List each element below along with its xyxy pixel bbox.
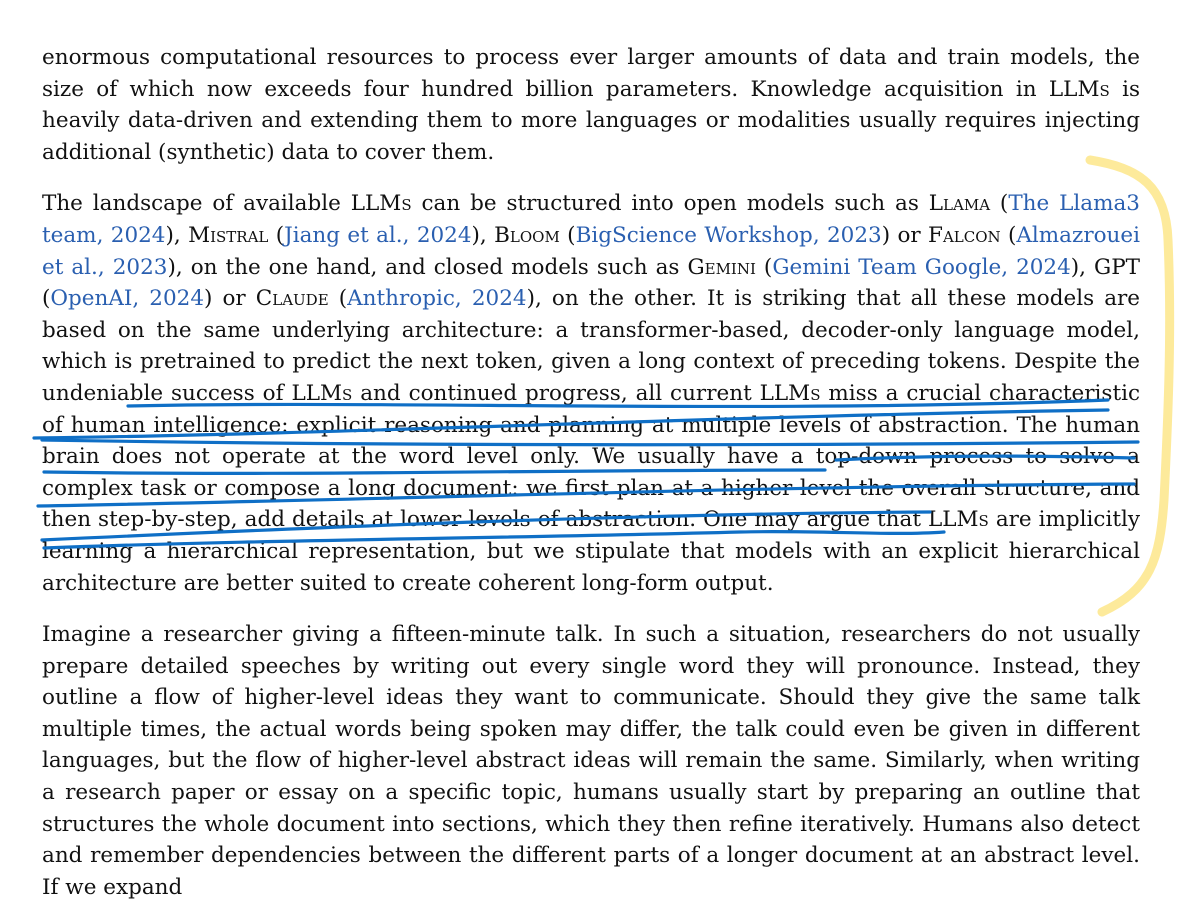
llms-term: LLMs — [759, 380, 821, 406]
paragraph-1 — [42, 42, 1140, 168]
llms-term: LLMs — [291, 380, 353, 406]
citation-gpt[interactable]: OpenAI, 2024 — [50, 286, 205, 312]
paragraph-2-text-c: on the one hand, and closed models such as — [190, 254, 688, 280]
paragraph-1-text-b: is heavily data-driven and extending them to more languages or modalities usually requires injecting additional (synthetic) data to cover them. — [42, 76, 1140, 165]
model-name-gpt: GPT — [1094, 254, 1141, 280]
citation-bloom[interactable]: BigScience Workshop, 2023 — [575, 222, 882, 248]
citation-gemini[interactable]: Gemini Team Google, 2024 — [772, 254, 1071, 280]
model-name-bloom: Bloom — [494, 222, 560, 248]
citation-falcon[interactable]: Almazrouei et al., 2023 — [42, 222, 1140, 280]
model-name-claude: Claude — [255, 286, 329, 312]
llms-term: LLMs — [350, 191, 412, 217]
paragraph-2-text-d: on the other. It is striking that all these models are based on the same underlying architecture: a transformer-based, decoder-only language model, which is pretrained to predict the next token, given a long context of preceding tokens. Despite the undeniable success of — [42, 286, 1141, 406]
paragraph-3: Imagine a researcher giving a fifteen-minute talk. In such a situation, researchers do not usually prepare detailed speeches by writing out every single word they will pronounce. Instead, they outline a flow of higher-level ideas they want to communicate. Should they give the same talk multiple times, the actual words being spoken may differ, the talk could even be given in different languages, but the flow of higher-level abstract ideas will remain the same. Similarly, when writing a research paper or essay on a specific topic, humans usually start by preparing an outline that structures the whole document into sections, which they then refine iteratively. Humans also detect and remember dependencies between the different parts of a longer document at an abstract level. If we expand — [42, 622, 1140, 900]
paragraph-2: The landscape of available LLMs can be structured into open models such as Llama (The Llama3 team, 2024), Mistral (Jiang et al., 2024), Bloom (BigScience Workshop, 2023) or Falcon (Almazrouei et al., 2023), on the one hand, and closed models such as Gemini (Gemini Team Google, 2024), GPT (OpenAI, 2024) or Claude (Anthropic, 2024), on the other. It is striking that all these models are based on the same underlying architecture: a transformer-based, decoder-only language model, which is pretrained to predict the next token, given a long context of preceding tokens. Despite the undeniable success of LLMs and continued progress, all current LLMs miss a crucial characteristic of human intelligence: explicit reasoning and planning at multiple levels of abstraction. The human brain does not operate at the word level only. We usually have a top-down process to solve a complex task or compose a long document: we first plan at a higher level the overall structure, and then step-by-step, add details at lower levels of abstraction. One may argue that LLMs are implicitly learning a hierarchical representation, but we stipulate that models with an explicit hierarchical architecture are better suited to create coherent long-form output. — [42, 191, 1141, 596]
paragraph-2-text-f: miss a crucial characteristic of human intelligence: explicit reasoning and planning at multiple levels of abstraction. The human brain does not operate at the word level only. We usually have a top-down process to solve a complex task or compose a long document: we first plan at a higher level the overall structure, and then step-by-step, add details at lower levels of abstraction. One may argue that — [42, 380, 1140, 533]
llms-term: LLMs — [927, 507, 989, 533]
paper-page — [42, 42, 1140, 923]
model-name-falcon: Falcon — [928, 222, 1001, 248]
paragraph-2-text-g: are implicitly learning a hierarchical representation, but we stipulate that models with an explicit hierarchical architecture are better suited to create coherent long-form output. — [42, 507, 1140, 596]
citation-mistral[interactable]: Jiang et al., 2024 — [284, 222, 472, 248]
citation-claude[interactable]: Anthropic, 2024 — [347, 286, 527, 312]
paragraph-2-text-b: can be structured into open models such as — [411, 191, 929, 217]
paragraph-2-text-a: The landscape of available — [42, 191, 351, 217]
llms-term: LLMs — [1048, 76, 1110, 102]
paragraph-2-text-e: and continued progress, all current — [352, 380, 760, 406]
model-name-mistral: Mistral — [188, 222, 269, 248]
citation-llama[interactable]: The Llama3 team, 2024 — [42, 191, 1140, 248]
model-name-llama: Llama — [928, 191, 991, 217]
paragraph-1-text-a: enormous computational resources to process ever larger amounts of data and train models, the size of which now exceeds four hundred billion parameters. Knowledge acquisition in — [42, 45, 1140, 102]
model-name-gemini: Gemini — [687, 254, 756, 280]
